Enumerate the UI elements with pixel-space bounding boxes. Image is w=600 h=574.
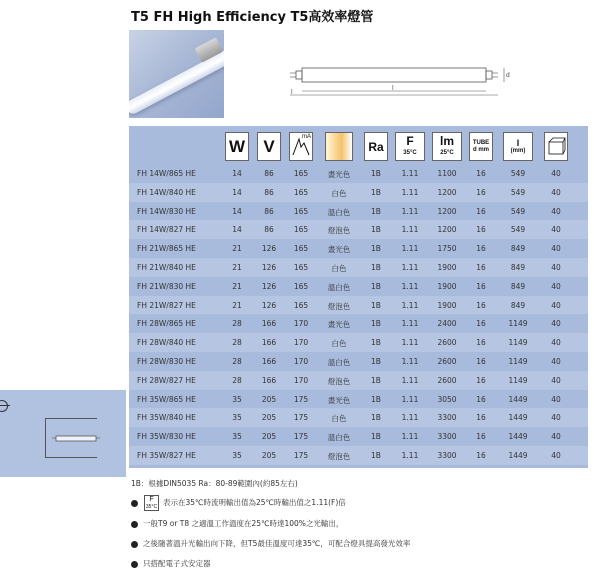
note-4: 之後隨著溫升光輸出向下降，但T5最佳溫度可達35℃，可配合燈具提高發光效率 [131, 538, 410, 549]
cell-tube-dia: 16 [476, 187, 486, 197]
cell-lumen: 1750 [437, 244, 457, 254]
cell-lumen: 1900 [437, 300, 457, 310]
cell-current: 165 [293, 281, 309, 291]
cell-voltage: 205 [261, 394, 277, 404]
cell-f-factor: 1.11 [401, 413, 419, 423]
cell-ra: 1B [371, 394, 381, 404]
cell-voltage: 86 [264, 206, 274, 216]
cell-package: 40 [551, 206, 561, 216]
cell-watt: 28 [232, 356, 242, 366]
cell-watt: 28 [232, 319, 242, 329]
cell-watt: 21 [232, 281, 242, 291]
cell-f-factor: 1.11 [401, 300, 419, 310]
cell-voltage: 86 [264, 169, 274, 178]
cell-ra: 1B [371, 319, 381, 329]
cell-voltage: 166 [261, 375, 277, 385]
lumen-icon: lm 25°C [432, 132, 462, 161]
cell-voltage: 126 [261, 300, 277, 310]
cell-lumen: 1200 [437, 225, 457, 235]
table-row [129, 183, 588, 202]
note-2: F 35°C 表示在35℃時流明輸出值為25℃時輸出值之1.11(F)倍 [131, 495, 346, 511]
cell-f-factor: 1.11 [401, 225, 419, 235]
cell-f-factor: 1.11 [401, 394, 419, 404]
cell-color: 燈泡色 [327, 226, 351, 236]
cell-model: FH 21W/830 HE [137, 281, 196, 291]
cell-model: FH 35W/827 HE [137, 450, 196, 460]
cell-current: 170 [293, 356, 309, 366]
cell-watt: 35 [232, 450, 242, 460]
cell-color: 晝光色 [327, 395, 351, 405]
cell-color: 溫白色 [327, 357, 351, 367]
cell-length: 1149 [508, 356, 528, 366]
bullet-icon [131, 541, 138, 548]
cell-lumen: 2600 [437, 375, 457, 385]
cell-model: FH 14W/830 HE [137, 206, 196, 216]
table-row [129, 446, 588, 465]
cell-current: 175 [293, 413, 309, 423]
table-row [129, 314, 588, 333]
cell-model: FH 21W/827 HE [137, 300, 196, 310]
cell-tube-dia: 16 [476, 225, 486, 235]
voltage-icon: V [257, 132, 281, 161]
table-row [129, 258, 588, 277]
cell-package: 40 [551, 225, 561, 235]
cell-length: 849 [510, 244, 526, 254]
cell-f-factor: 1.11 [401, 281, 419, 291]
cell-current: 165 [293, 262, 309, 272]
cell-length: 849 [510, 262, 526, 272]
cell-f-factor: 1.11 [401, 450, 419, 460]
cell-tube-dia: 16 [476, 432, 486, 442]
cell-voltage: 86 [264, 187, 274, 197]
cell-color: 燈泡色 [327, 301, 351, 311]
cell-color: 白色 [331, 188, 347, 198]
cell-model: FH 28W/830 HE [137, 356, 196, 366]
cell-color: 溫白色 [327, 433, 351, 443]
cell-color: 白色 [331, 263, 347, 273]
cell-lumen: 3300 [437, 432, 457, 442]
cell-current: 170 [293, 375, 309, 385]
cell-ra: 1B [371, 413, 381, 423]
cell-f-factor: 1.11 [401, 356, 419, 366]
table-row [129, 164, 588, 183]
cell-ra: 1B [371, 432, 381, 442]
cell-length: 849 [510, 281, 526, 291]
cell-tube-dia: 16 [476, 169, 486, 178]
table-row [129, 427, 588, 446]
cell-color: 溫白色 [327, 282, 351, 292]
cell-tube-dia: 16 [476, 206, 486, 216]
cell-voltage: 205 [261, 450, 277, 460]
cell-watt: 14 [232, 206, 242, 216]
cell-length: 549 [510, 169, 526, 178]
cell-ra: 1B [371, 225, 381, 235]
cell-ra: 1B [371, 450, 381, 460]
ra-icon: Ra [364, 132, 388, 161]
bullet-icon [131, 561, 138, 568]
cell-current: 175 [293, 432, 309, 442]
color-temp-icon [325, 132, 353, 161]
cell-package: 40 [551, 187, 561, 197]
cell-package: 40 [551, 432, 561, 442]
cell-voltage: 126 [261, 281, 277, 291]
cell-package: 40 [551, 319, 561, 329]
cell-package: 40 [551, 356, 561, 366]
cell-length: 1149 [508, 338, 528, 348]
cell-f-factor: 1.11 [401, 244, 419, 254]
cell-length: 1149 [508, 319, 528, 329]
cell-current: 175 [293, 394, 309, 404]
cell-tube-dia: 16 [476, 300, 486, 310]
cell-current: 165 [293, 187, 309, 197]
package-icon [544, 132, 568, 161]
cell-tube-dia: 16 [476, 281, 486, 291]
cell-current: 170 [293, 338, 309, 348]
drawing-label-d: d [506, 72, 510, 79]
cell-watt: 35 [232, 432, 242, 442]
bullet-icon [131, 521, 138, 528]
cell-length: 549 [510, 206, 526, 216]
cell-model: FH 21W/840 HE [137, 262, 196, 272]
current-icon: mA [289, 132, 313, 161]
drawing-label-l-body: l [392, 85, 394, 92]
bullet-icon [131, 500, 138, 507]
cell-tube-dia: 16 [476, 450, 486, 460]
cell-length: 549 [510, 225, 526, 235]
cell-tube-dia: 16 [476, 394, 486, 404]
table-row [129, 352, 588, 371]
cell-ra: 1B [371, 206, 381, 216]
spec-table [129, 126, 588, 468]
cell-watt: 21 [232, 244, 242, 254]
cell-length: 849 [510, 300, 526, 310]
cell-package: 40 [551, 394, 561, 404]
cell-length: 1449 [508, 450, 528, 460]
cell-color: 白色 [331, 339, 347, 349]
cell-length: 1449 [508, 432, 528, 442]
cell-package: 40 [551, 375, 561, 385]
cell-f-factor: 1.11 [401, 206, 419, 216]
cell-length: 1449 [508, 394, 528, 404]
cell-voltage: 166 [261, 319, 277, 329]
cell-model: FH 21W/865 HE [137, 244, 196, 254]
cell-tube-dia: 16 [476, 244, 486, 254]
table-row [129, 390, 588, 409]
lamp-dimension-drawing [288, 55, 513, 100]
cell-model: FH 28W/840 HE [137, 338, 196, 348]
cell-model: FH 35W/865 HE [137, 394, 196, 404]
cell-f-factor: 1.11 [401, 319, 419, 329]
cell-package: 40 [551, 281, 561, 291]
cell-lumen: 3300 [437, 450, 457, 460]
cell-watt: 14 [232, 169, 242, 178]
cell-color: 溫白色 [327, 207, 351, 217]
cell-lumen: 1200 [437, 187, 457, 197]
watt-icon: W [225, 132, 249, 161]
cell-package: 40 [551, 450, 561, 460]
cell-watt: 28 [232, 375, 242, 385]
side-tube-drawing [52, 428, 100, 450]
drawing-label-l-total: l [291, 89, 293, 96]
cell-tube-dia: 16 [476, 356, 486, 366]
cell-ra: 1B [371, 244, 381, 254]
cell-package: 40 [551, 244, 561, 254]
registration-line [0, 405, 10, 406]
table-row [129, 296, 588, 315]
cell-voltage: 126 [261, 262, 277, 272]
cell-tube-dia: 16 [476, 375, 486, 385]
cell-lumen: 1900 [437, 281, 457, 291]
cell-length: 549 [510, 187, 526, 197]
cell-color: 晝光色 [327, 320, 351, 330]
cell-package: 40 [551, 300, 561, 310]
cell-ra: 1B [371, 356, 381, 366]
cell-ra: 1B [371, 169, 381, 178]
cell-color: 燈泡色 [327, 376, 351, 386]
cell-model: FH 14W/865 HE [137, 169, 196, 178]
cell-model: FH 14W/840 HE [137, 187, 196, 197]
cell-lumen: 2600 [437, 338, 457, 348]
cell-f-factor: 1.11 [401, 187, 419, 197]
cell-model: FH 14W/827 HE [137, 225, 196, 235]
cell-model: FH 35W/840 HE [137, 413, 196, 423]
length-icon: l (mm) [503, 132, 533, 161]
cell-watt: 14 [232, 187, 242, 197]
cell-watt: 35 [232, 413, 242, 423]
cell-current: 165 [293, 225, 309, 235]
cell-length: 1449 [508, 413, 528, 423]
cell-tube-dia: 16 [476, 338, 486, 348]
cell-model: FH 28W/827 HE [137, 375, 196, 385]
table-row [129, 220, 588, 239]
cell-color: 晝光色 [327, 170, 351, 179]
page-title: T5 FH High Efficiency T5高效率燈管 [131, 10, 374, 25]
cell-current: 165 [293, 206, 309, 216]
cell-f-factor: 1.11 [401, 169, 419, 178]
cell-voltage: 166 [261, 338, 277, 348]
cell-voltage: 126 [261, 244, 277, 254]
cell-lumen: 1900 [437, 262, 457, 272]
cell-package: 40 [551, 338, 561, 348]
cell-watt: 28 [232, 338, 242, 348]
cell-tube-dia: 16 [476, 413, 486, 423]
cell-model: FH 35W/830 HE [137, 432, 196, 442]
cell-ra: 1B [371, 262, 381, 272]
cell-voltage: 205 [261, 413, 277, 423]
cell-current: 165 [293, 244, 309, 254]
table-row [129, 371, 588, 390]
f35-small-icon: F 35°C [145, 496, 158, 510]
tube-icon: TUBE d mm [469, 132, 493, 161]
table-row [129, 239, 588, 258]
cell-current: 170 [293, 319, 309, 329]
cell-lumen: 1200 [437, 206, 457, 216]
lamp-photo [129, 30, 224, 118]
cell-ra: 1B [371, 375, 381, 385]
cell-voltage: 205 [261, 432, 277, 442]
cell-lumen: 2400 [437, 319, 457, 329]
note-3: 一般T9 or T8 之適溫工作溫度在25℃時達100%之光輸出， [131, 518, 343, 529]
cell-lumen: 2600 [437, 356, 457, 366]
cell-voltage: 166 [261, 356, 277, 366]
note-1: 1B：根據DIN5035 Ra：80-89範圍內(約85左右) [131, 479, 298, 488]
cell-f-factor: 1.11 [401, 432, 419, 442]
table-row [129, 408, 588, 427]
cell-watt: 21 [232, 262, 242, 272]
cell-package: 40 [551, 169, 561, 178]
cell-package: 40 [551, 262, 561, 272]
cell-ra: 1B [371, 281, 381, 291]
cell-color: 燈泡色 [327, 451, 351, 461]
cell-ra: 1B [371, 300, 381, 310]
table-row [129, 277, 588, 296]
note-5: 只搭配電子式安定器 [131, 558, 211, 569]
cell-tube-dia: 16 [476, 319, 486, 329]
f35-icon: F 35°C [395, 132, 425, 161]
spec-rows [129, 164, 588, 465]
table-row [129, 202, 588, 221]
cell-watt: 35 [232, 394, 242, 404]
cell-tube-dia: 16 [476, 262, 486, 272]
cell-f-factor: 1.11 [401, 262, 419, 272]
cell-current: 165 [293, 169, 309, 178]
cell-watt: 14 [232, 225, 242, 235]
cell-length: 1149 [508, 375, 528, 385]
cell-ra: 1B [371, 187, 381, 197]
cell-f-factor: 1.11 [401, 338, 419, 348]
cell-color: 白色 [331, 414, 347, 424]
cell-lumen: 3300 [437, 413, 457, 423]
cell-color: 晝光色 [327, 245, 351, 255]
cell-lumen: 3050 [437, 394, 457, 404]
cell-watt: 21 [232, 300, 242, 310]
cell-current: 175 [293, 450, 309, 460]
cell-f-factor: 1.11 [401, 375, 419, 385]
cell-lumen: 1100 [437, 169, 457, 178]
table-row [129, 333, 588, 352]
cell-voltage: 86 [264, 225, 274, 235]
cell-package: 40 [551, 413, 561, 423]
cell-model: FH 28W/865 HE [137, 319, 196, 329]
cell-current: 165 [293, 300, 309, 310]
cell-ra: 1B [371, 338, 381, 348]
